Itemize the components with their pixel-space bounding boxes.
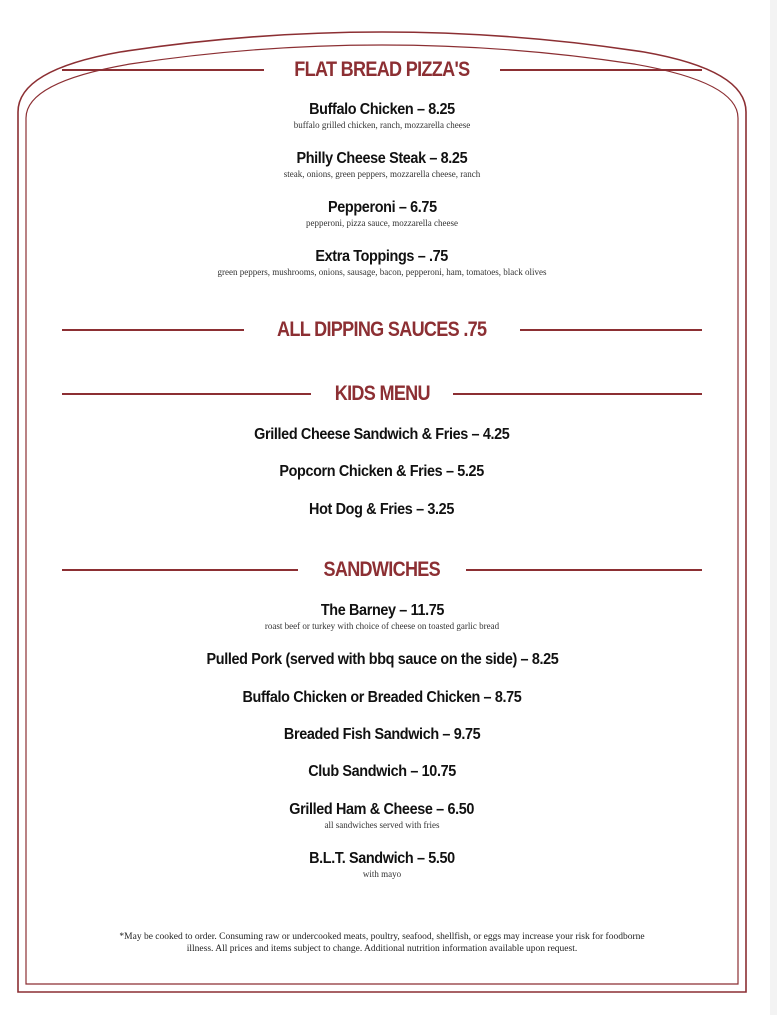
divider-line (62, 329, 244, 331)
divider-line (62, 393, 311, 395)
divider-line (453, 393, 702, 395)
menu-item-description: roast beef or turkey with choice of cheese on toasted garlic bread (264, 621, 500, 631)
menu-item-name: Club Sandwich – 10.75 (308, 763, 456, 780)
menu-item-name: Pulled Pork (served with bbq sauce on the side) – 8.25 (206, 651, 558, 668)
divider-line (62, 569, 298, 571)
divider-line (62, 69, 264, 71)
menu-item (62, 602, 702, 631)
menu-item-name: Buffalo Chicken or Breaded Chicken – 8.75 (242, 689, 522, 706)
menu-item (62, 651, 702, 669)
menu-item (62, 850, 702, 879)
disclaimer-note (70, 931, 694, 955)
menu-item (62, 199, 702, 228)
menu-item (62, 801, 702, 830)
divider-line (500, 69, 702, 71)
menu-item-name: Popcorn Chicken & Fries – 5.25 (279, 463, 485, 480)
menu-item (62, 689, 702, 707)
section-heading-sauces (62, 315, 702, 345)
section-heading-flatbread (62, 55, 702, 85)
menu-item-description: steak, onions, green peppers, mozzarella cheese, ranch (283, 169, 481, 179)
section-title: KIDS MENU (334, 382, 430, 405)
menu-item (62, 763, 702, 781)
section-heading-sandwiches (62, 555, 702, 585)
menu-item (62, 726, 702, 744)
menu-item-name: B.L.T. Sandwich – 5.50 (309, 850, 455, 867)
menu-item-name: Hot Dog & Fries – 3.25 (309, 501, 455, 518)
section-title: FLAT BREAD PIZZA'S (294, 58, 470, 81)
menu-item-name: Philly Cheese Steak – 8.25 (296, 150, 468, 167)
menu-item-name: Grilled Cheese Sandwich & Fries – 4.25 (254, 426, 510, 443)
menu-item-description: buffalo grilled chicken, ranch, mozzarella cheese (293, 120, 471, 130)
menu-item-description: pepperoni, pizza sauce, mozzarella cheese (306, 218, 458, 228)
section-title: ALL DIPPING SAUCES .75 (277, 318, 487, 341)
menu-item-name: Grilled Ham & Cheese – 6.50 (289, 801, 475, 818)
disclaimer-line: *May be cooked to order. Consuming raw or undercooked meats, poultry, seafood, shellfish, or eggs may increase your risk for foodborne (119, 932, 645, 942)
menu-item (62, 426, 702, 444)
disclaimer-line: illness. All prices and items subject to change. Additional nutrition information available upon request. (186, 944, 578, 954)
menu-item (62, 101, 702, 130)
divider-line (466, 569, 702, 571)
menu-item-description: with mayo (362, 869, 402, 879)
menu-item-name: Extra Toppings – .75 (315, 248, 449, 265)
menu-item-name: Breaded Fish Sandwich – 9.75 (283, 726, 481, 743)
menu-item (62, 248, 702, 277)
menu-item-name: Pepperoni – 6.75 (327, 199, 437, 216)
menu-item-name: The Barney – 11.75 (320, 602, 444, 619)
menu-item (62, 463, 702, 481)
divider-line (520, 329, 702, 331)
menu-item-description: all sandwiches served with fries (324, 820, 440, 830)
menu-item-description: green peppers, mushrooms, onions, sausage, bacon, pepperoni, ham, tomatoes, black olives (217, 267, 547, 277)
section-title: SANDWICHES (323, 558, 441, 581)
menu-item-name: Buffalo Chicken – 8.25 (309, 101, 455, 118)
section-heading-kids (62, 379, 702, 409)
menu-item (62, 501, 702, 519)
menu-item (62, 150, 702, 179)
